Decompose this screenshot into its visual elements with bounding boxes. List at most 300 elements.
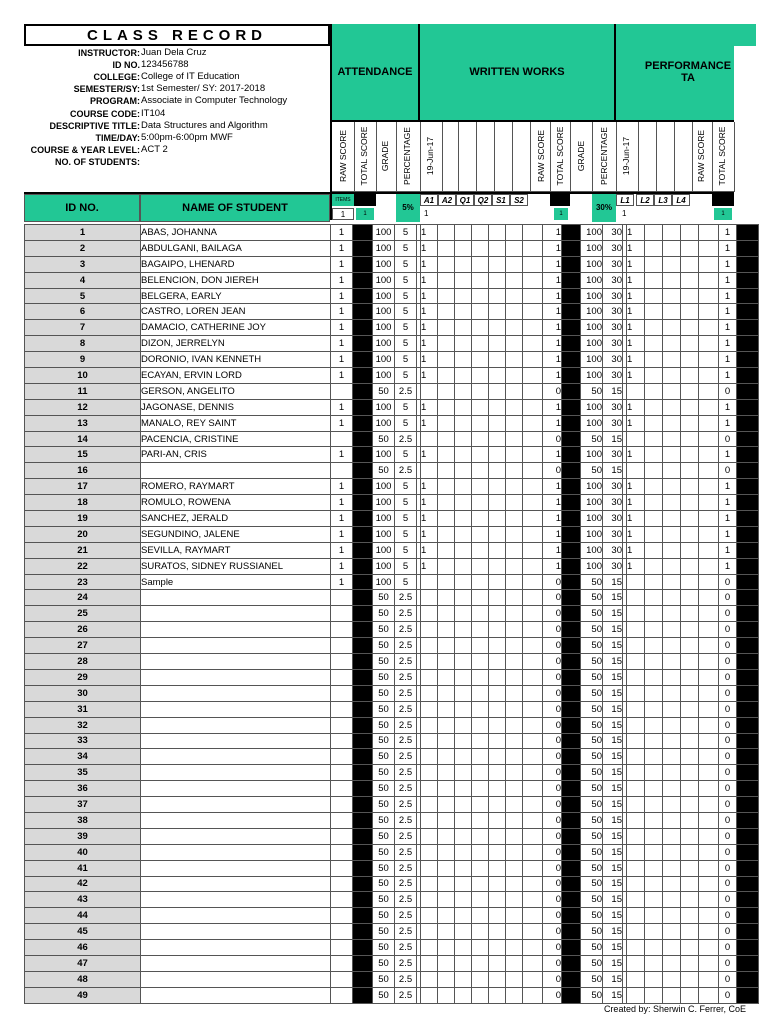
perf-l1	[627, 797, 645, 813]
ww-a1	[421, 844, 438, 860]
ww-percent: 15	[603, 383, 623, 399]
perf-l2	[645, 749, 663, 765]
perf-l1	[627, 828, 645, 844]
column-separator	[674, 122, 675, 192]
att-percent: 2.5	[395, 844, 417, 860]
table-row	[25, 606, 759, 622]
student-id: 5	[25, 288, 141, 304]
ww-blank	[523, 892, 543, 908]
ww-blank	[523, 320, 543, 336]
att-raw: 1	[331, 225, 353, 241]
ww-grade: 50	[581, 828, 603, 844]
ww-percent: 15	[603, 971, 623, 987]
ww-percent: 15	[603, 844, 623, 860]
student-name: ABAS, JOHANNA	[141, 225, 331, 241]
ww-s1	[489, 828, 506, 844]
student-id: 42	[25, 876, 141, 892]
student-name: ECAYAN, ERVIN LORD	[141, 368, 331, 384]
black-col	[737, 733, 759, 749]
student-name: BELENCION, DON JIEREH	[141, 272, 331, 288]
perf-l3	[663, 669, 681, 685]
ww-raw: 0	[543, 717, 562, 733]
table-row	[25, 383, 759, 399]
perf-l4	[681, 304, 699, 320]
ww-s2	[506, 828, 523, 844]
ww-q1	[455, 622, 472, 638]
perf-l3	[663, 654, 681, 670]
ww-a1	[421, 590, 438, 606]
ww-q2	[472, 971, 489, 987]
ww-blank	[523, 542, 543, 558]
ww-a2	[438, 272, 455, 288]
perf-blank	[699, 542, 719, 558]
ww-s2	[506, 240, 523, 256]
ww-blank	[523, 495, 543, 511]
table-row	[25, 987, 759, 1003]
ww-a1	[421, 924, 438, 940]
written-col-q2: Q2	[474, 194, 492, 206]
perf-l3	[663, 558, 681, 574]
perf-l3	[663, 717, 681, 733]
ww-raw: 0	[543, 844, 562, 860]
ww-percent: 30	[603, 240, 623, 256]
perf-l1	[627, 733, 645, 749]
black-col	[562, 797, 581, 813]
column-separator	[512, 122, 513, 192]
perf-l2	[645, 383, 663, 399]
att-raw: 1	[331, 336, 353, 352]
perf-l3	[663, 908, 681, 924]
rotated-column-label: TOTAL SCORE	[717, 126, 727, 186]
ww-s2	[506, 336, 523, 352]
ww-q1	[455, 638, 472, 654]
ww-grade: 50	[581, 844, 603, 860]
perf-l3	[663, 955, 681, 971]
att-percent: 5	[395, 225, 417, 241]
perf-raw: 0	[719, 844, 737, 860]
ww-blank	[523, 479, 543, 495]
ww-percent: 30	[603, 368, 623, 384]
written-percent: 30%	[592, 194, 616, 222]
ww-s2	[506, 225, 523, 241]
black-col	[353, 256, 373, 272]
ww-blank	[523, 765, 543, 781]
perf-raw: 0	[719, 685, 737, 701]
perf-l4	[681, 225, 699, 241]
student-id: 31	[25, 701, 141, 717]
ww-q2	[472, 320, 489, 336]
perf-l4	[681, 685, 699, 701]
student-name: PARI-AN, CRIS	[141, 447, 331, 463]
written-col-a2: A2	[438, 194, 456, 206]
ww-a1: 1	[421, 272, 438, 288]
ww-percent: 15	[603, 797, 623, 813]
ww-a1: 1	[421, 447, 438, 463]
ww-blank	[523, 685, 543, 701]
ww-s2	[506, 622, 523, 638]
ww-grade: 50	[581, 892, 603, 908]
att-raw: 1	[331, 304, 353, 320]
student-name	[141, 924, 331, 940]
perf-l2	[645, 924, 663, 940]
ww-s1	[489, 765, 506, 781]
perf-l1	[627, 876, 645, 892]
ww-q1	[455, 320, 472, 336]
black-col	[737, 463, 759, 479]
ww-raw: 1	[543, 495, 562, 511]
ww-q2	[472, 240, 489, 256]
ww-raw: 1	[543, 526, 562, 542]
student-id: 38	[25, 812, 141, 828]
perf-col-l3: L3	[654, 194, 672, 206]
black-col	[737, 240, 759, 256]
ww-blank	[523, 272, 543, 288]
att-raw: 1	[331, 511, 353, 527]
black-col	[737, 526, 759, 542]
att-grade: 100	[373, 225, 395, 241]
ww-grade: 50	[581, 701, 603, 717]
ww-blank	[523, 225, 543, 241]
perf-raw: 1	[719, 320, 737, 336]
perf-blank	[699, 574, 719, 590]
perf-l1	[627, 908, 645, 924]
perf-l2	[645, 256, 663, 272]
ww-blank	[523, 955, 543, 971]
ww-grade: 50	[581, 606, 603, 622]
table-row	[25, 542, 759, 558]
perf-raw: 0	[719, 955, 737, 971]
info-label: SEMESTER/SY:	[73, 84, 140, 95]
perf-l3	[663, 844, 681, 860]
ww-grade: 100	[581, 352, 603, 368]
ww-s1	[489, 542, 506, 558]
black-col	[737, 383, 759, 399]
ww-q2	[472, 336, 489, 352]
ww-s1	[489, 654, 506, 670]
perf-l2	[645, 511, 663, 527]
ww-a1	[421, 828, 438, 844]
student-id: 26	[25, 622, 141, 638]
ww-percent: 15	[603, 955, 623, 971]
black-col	[737, 495, 759, 511]
perf-l4	[681, 511, 699, 527]
ww-s1	[489, 272, 506, 288]
black-col	[737, 542, 759, 558]
perf-l4	[681, 669, 699, 685]
ww-q2	[472, 749, 489, 765]
black-col	[737, 288, 759, 304]
student-name	[141, 749, 331, 765]
ww-grade: 50	[581, 908, 603, 924]
perf-l2	[645, 240, 663, 256]
black-col	[353, 669, 373, 685]
ww-q2	[472, 526, 489, 542]
perf-blank	[699, 892, 719, 908]
student-name	[141, 908, 331, 924]
student-id: 36	[25, 781, 141, 797]
ww-q1	[455, 828, 472, 844]
ww-s2	[506, 971, 523, 987]
perf-l4	[681, 987, 699, 1003]
perf-blank	[699, 638, 719, 654]
ww-grade: 100	[581, 304, 603, 320]
att-raw: 1	[331, 240, 353, 256]
ww-a1: 1	[421, 320, 438, 336]
rotated-column-label: 19-Jun-17	[425, 136, 435, 176]
perf-l2	[645, 940, 663, 956]
perf-l3	[663, 399, 681, 415]
ww-a2	[438, 256, 455, 272]
ww-a1	[421, 669, 438, 685]
perf-l4	[681, 526, 699, 542]
ww-a2	[438, 812, 455, 828]
perf-raw: 0	[719, 383, 737, 399]
perf-l4	[681, 749, 699, 765]
att-grade: 100	[373, 272, 395, 288]
ww-s1	[489, 590, 506, 606]
att-percent: 2.5	[395, 797, 417, 813]
ww-a2	[438, 749, 455, 765]
ww-s1	[489, 479, 506, 495]
perf-l1: 1	[627, 558, 645, 574]
ww-blank	[523, 733, 543, 749]
student-id: 41	[25, 860, 141, 876]
ww-blank	[523, 812, 543, 828]
column-separator	[692, 122, 693, 192]
ww-s2	[506, 288, 523, 304]
ww-q2	[472, 352, 489, 368]
att-percent: 5	[395, 399, 417, 415]
ww-percent: 30	[603, 352, 623, 368]
perf-l2	[645, 654, 663, 670]
ww-percent: 15	[603, 701, 623, 717]
ww-grade: 50	[581, 971, 603, 987]
ww-grade: 50	[581, 717, 603, 733]
perf-l2	[645, 908, 663, 924]
student-name	[141, 971, 331, 987]
ww-q1	[455, 447, 472, 463]
black-col	[562, 654, 581, 670]
perf-l2	[645, 892, 663, 908]
info-label: DESCRIPTIVE TITLE:	[49, 120, 140, 131]
ww-a2	[438, 940, 455, 956]
perf-raw: 1	[719, 352, 737, 368]
ww-s2	[506, 797, 523, 813]
black-col	[737, 415, 759, 431]
total-marker: 1	[356, 208, 374, 220]
perf-l4	[681, 336, 699, 352]
black-col	[737, 447, 759, 463]
perf-item-one: 1	[622, 209, 627, 218]
perf-raw: 0	[719, 638, 737, 654]
perf-l2	[645, 638, 663, 654]
ww-a2	[438, 844, 455, 860]
items-label: ITEMS	[332, 194, 354, 206]
ww-q2	[472, 622, 489, 638]
perf-l2	[645, 399, 663, 415]
black-col	[562, 876, 581, 892]
ww-blank	[523, 240, 543, 256]
perf-l1	[627, 383, 645, 399]
att-percent: 2.5	[395, 606, 417, 622]
ww-grade: 100	[581, 447, 603, 463]
perf-raw: 0	[719, 812, 737, 828]
ww-a2	[438, 526, 455, 542]
table-row	[25, 733, 759, 749]
perf-l2	[645, 701, 663, 717]
ww-q1	[455, 558, 472, 574]
ww-a1	[421, 463, 438, 479]
student-name: Sample	[141, 574, 331, 590]
ww-percent: 15	[603, 733, 623, 749]
ww-raw: 0	[543, 654, 562, 670]
perf-l2	[645, 368, 663, 384]
perf-l4	[681, 606, 699, 622]
perf-raw: 0	[719, 622, 737, 638]
rotated-column-label: TOTAL SCORE	[555, 126, 565, 186]
perf-blank	[699, 971, 719, 987]
perf-blank	[699, 272, 719, 288]
table-row	[25, 336, 759, 352]
ww-q2	[472, 431, 489, 447]
student-id: 8	[25, 336, 141, 352]
perf-blank	[699, 669, 719, 685]
ww-grade: 50	[581, 955, 603, 971]
info-value: 123456788	[141, 59, 189, 71]
student-id: 11	[25, 383, 141, 399]
perf-blank	[699, 225, 719, 241]
ww-s1	[489, 701, 506, 717]
perf-l3	[663, 860, 681, 876]
ww-q1	[455, 876, 472, 892]
perf-l4	[681, 971, 699, 987]
perf-l2	[645, 272, 663, 288]
black-col	[562, 701, 581, 717]
ww-grade: 50	[581, 812, 603, 828]
black-col	[353, 860, 373, 876]
perf-l4	[681, 812, 699, 828]
perf-col-l1: L1	[616, 194, 634, 206]
att-grade: 50	[373, 908, 395, 924]
perf-l3	[663, 971, 681, 987]
ww-q2	[472, 383, 489, 399]
ww-percent: 15	[603, 717, 623, 733]
ww-s2	[506, 352, 523, 368]
ww-a1	[421, 955, 438, 971]
att-raw: 1	[331, 399, 353, 415]
ww-a2	[438, 669, 455, 685]
ww-grade: 100	[581, 415, 603, 431]
ww-grade: 100	[581, 368, 603, 384]
perf-l3	[663, 987, 681, 1003]
black-col	[737, 844, 759, 860]
ww-a1	[421, 876, 438, 892]
ww-a2	[438, 447, 455, 463]
ww-s2	[506, 304, 523, 320]
ww-blank	[523, 924, 543, 940]
perf-blank	[699, 797, 719, 813]
student-name	[141, 940, 331, 956]
att-grade: 50	[373, 860, 395, 876]
att-raw: 1	[331, 352, 353, 368]
column-separator	[420, 122, 421, 192]
ww-s1	[489, 288, 506, 304]
ww-blank	[523, 908, 543, 924]
ww-blank	[523, 574, 543, 590]
ww-blank	[523, 876, 543, 892]
ww-grade: 50	[581, 765, 603, 781]
perf-raw: 0	[719, 765, 737, 781]
att-grade: 100	[373, 574, 395, 590]
black-col	[562, 240, 581, 256]
perf-blank	[699, 336, 719, 352]
perf-l3	[663, 781, 681, 797]
ww-percent: 30	[603, 288, 623, 304]
att-raw	[331, 908, 353, 924]
ww-q2	[472, 892, 489, 908]
att-grade: 100	[373, 352, 395, 368]
black-col	[353, 447, 373, 463]
att-raw	[331, 781, 353, 797]
ww-grade: 100	[581, 479, 603, 495]
att-percent: 2.5	[395, 892, 417, 908]
attendance-percent: 5%	[396, 194, 420, 222]
black-col	[562, 574, 581, 590]
black-col	[353, 526, 373, 542]
perf-l1	[627, 781, 645, 797]
black-col	[737, 717, 759, 733]
ww-a2	[438, 924, 455, 940]
black-col	[737, 399, 759, 415]
ww-s1	[489, 812, 506, 828]
ww-blank	[523, 288, 543, 304]
perf-l2	[645, 685, 663, 701]
perf-raw: 0	[719, 463, 737, 479]
att-grade: 50	[373, 876, 395, 892]
ww-s2	[506, 717, 523, 733]
perf-blank	[699, 447, 719, 463]
perf-l4	[681, 797, 699, 813]
student-id: 6	[25, 304, 141, 320]
table-row	[25, 495, 759, 511]
ww-a1: 1	[421, 415, 438, 431]
perf-l4	[681, 892, 699, 908]
ww-percent: 30	[603, 399, 623, 415]
ww-percent: 15	[603, 685, 623, 701]
perf-blank	[699, 685, 719, 701]
student-id: 24	[25, 590, 141, 606]
ww-q1	[455, 526, 472, 542]
perf-l3	[663, 606, 681, 622]
att-raw	[331, 765, 353, 781]
black-col	[353, 797, 373, 813]
black-col	[353, 415, 373, 431]
ww-q2	[472, 669, 489, 685]
ww-q2	[472, 812, 489, 828]
black-col	[562, 733, 581, 749]
ww-percent: 15	[603, 924, 623, 940]
ww-a1: 1	[421, 368, 438, 384]
ww-a1: 1	[421, 240, 438, 256]
column-separator	[396, 122, 397, 192]
rotated-column-label: RAW SCORE	[338, 129, 348, 183]
att-grade: 50	[373, 828, 395, 844]
footer-credit: Created by: Sherwin C. Ferrer, CoE	[603, 1004, 746, 1014]
ww-a2	[438, 511, 455, 527]
ww-a1	[421, 622, 438, 638]
black-col	[737, 606, 759, 622]
ww-a1: 1	[421, 288, 438, 304]
